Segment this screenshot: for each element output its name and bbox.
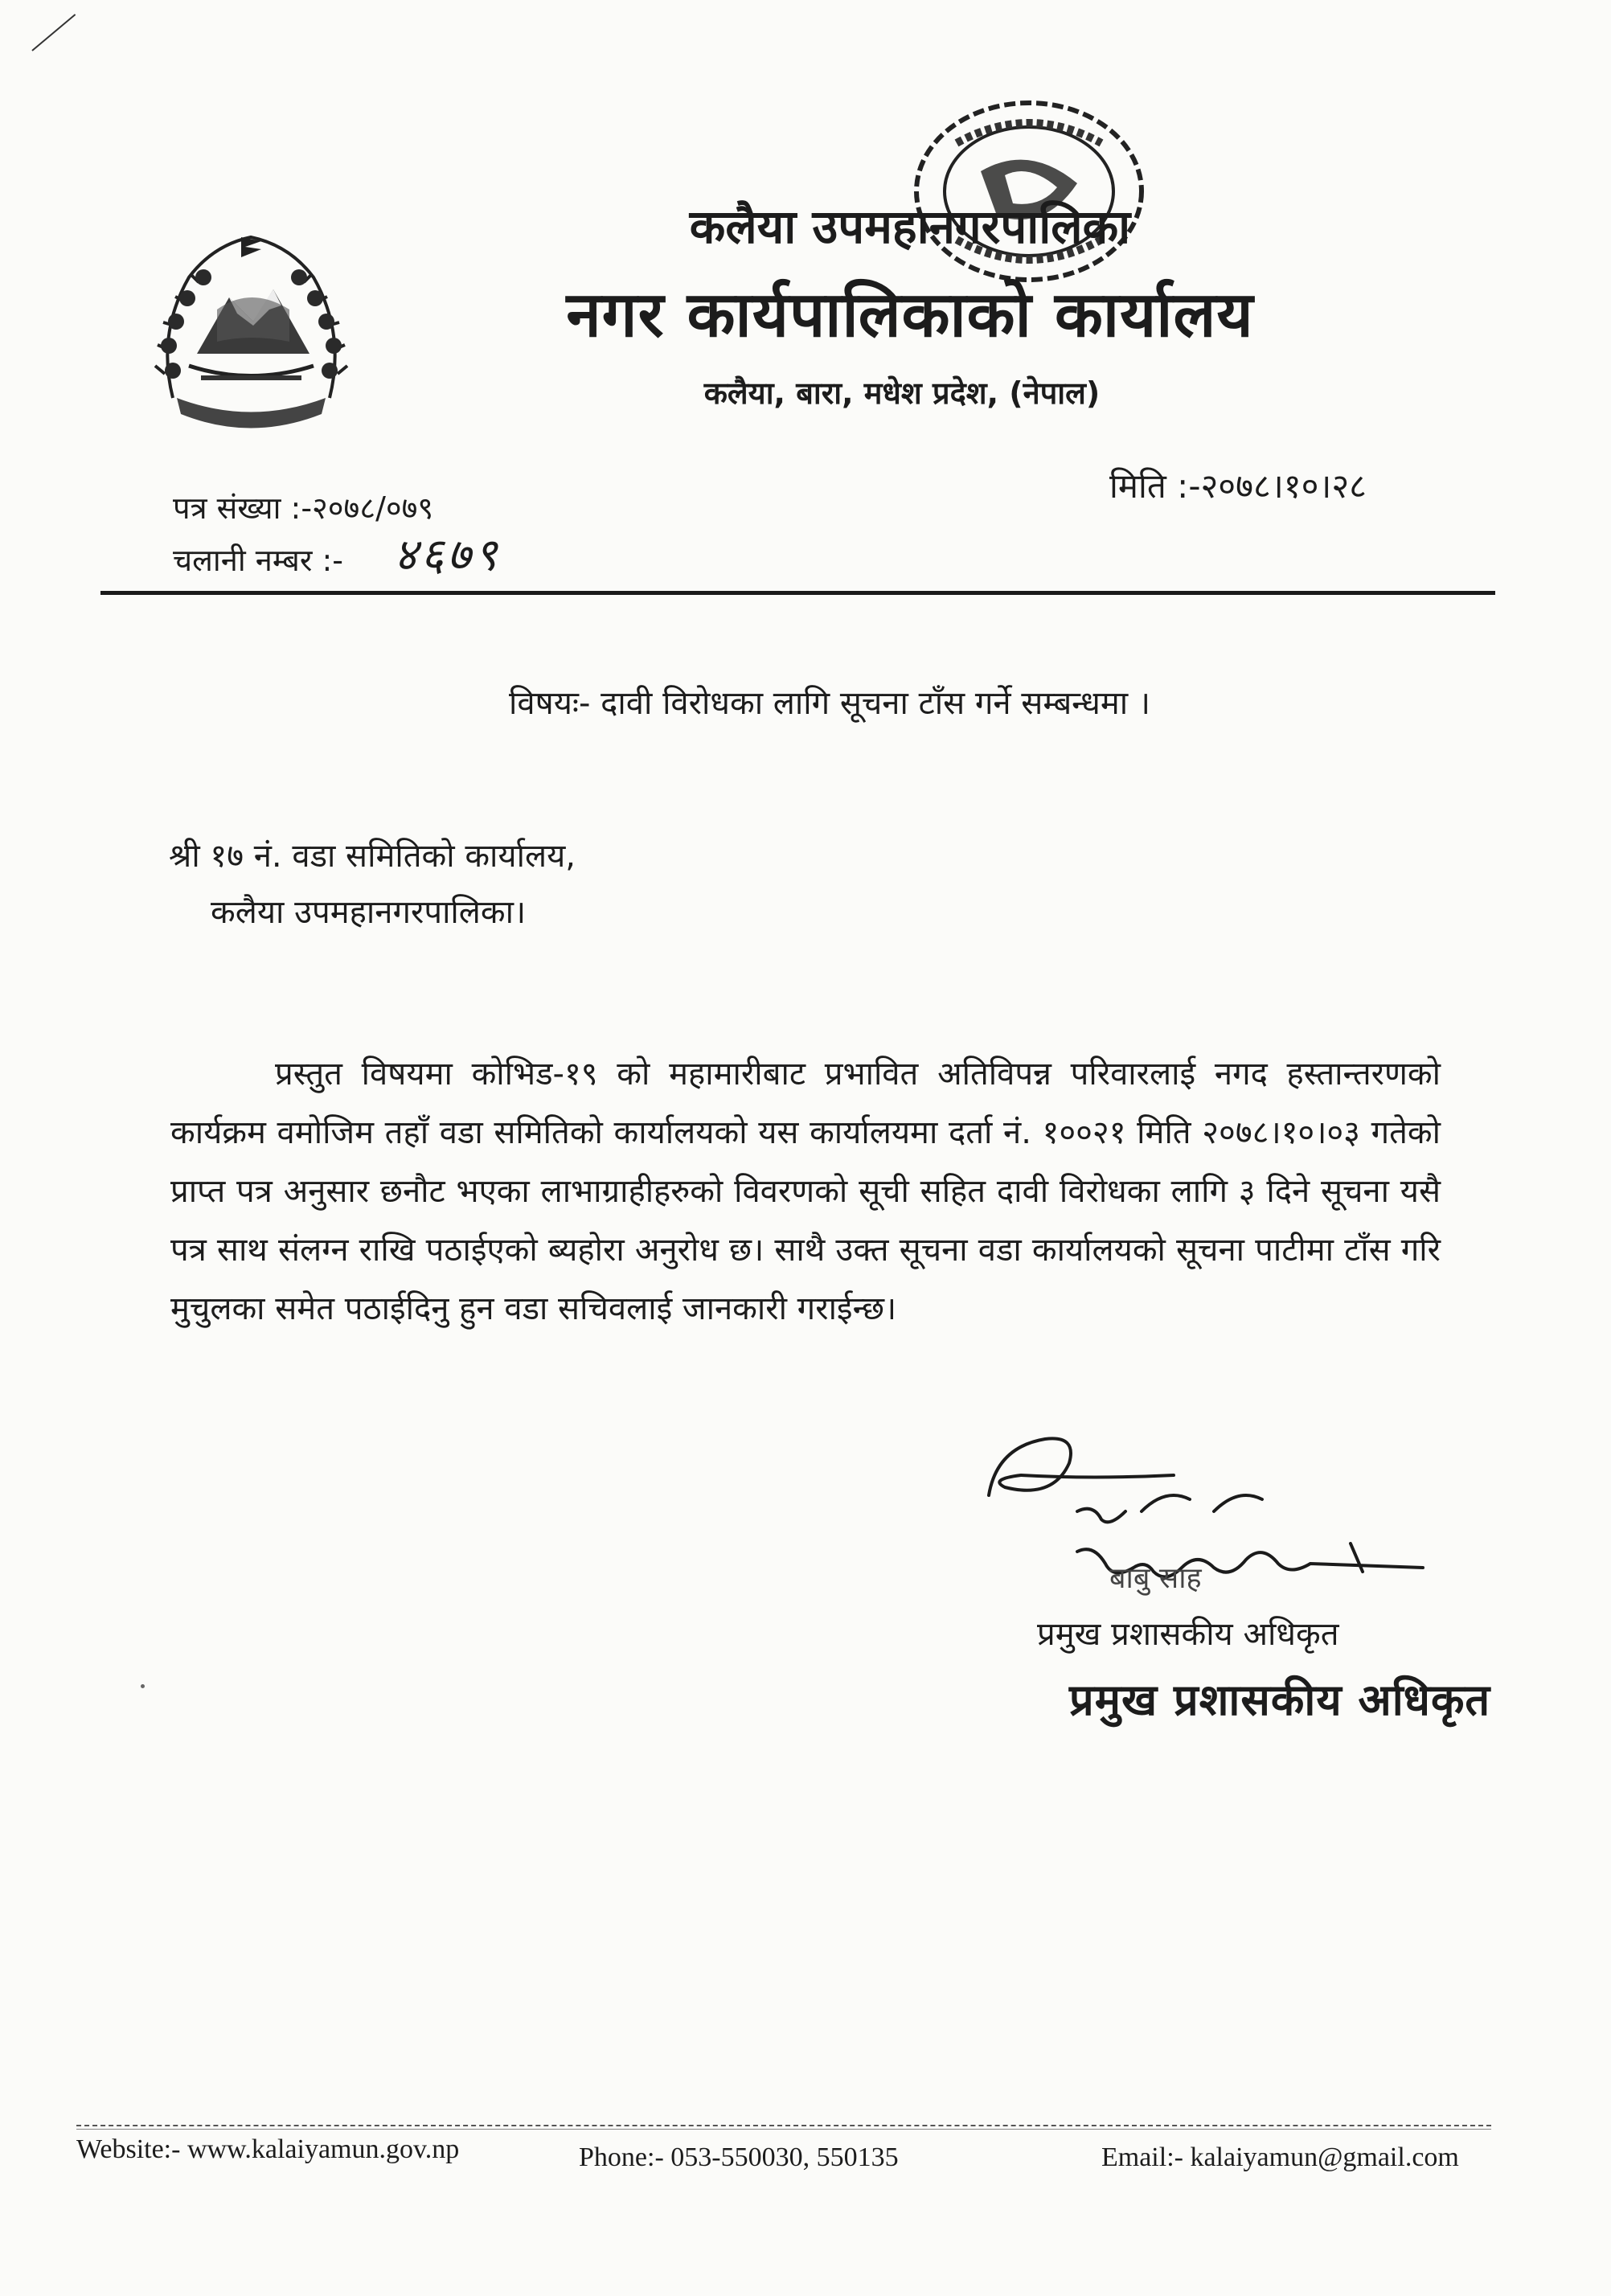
footer-phone: Phone:- 053-550030, 550135: [579, 2142, 899, 2172]
signatory-title: प्रमुख प्रशासकीय अधिकृत: [1037, 1616, 1339, 1653]
handwritten-signature: [973, 1431, 1487, 1616]
letter-number: पत्र संख्या :-२०७८/०७९: [173, 490, 434, 526]
dispatch-number-label: चलानी नम्बर :-: [173, 543, 344, 578]
footer-website: Website:- www.kalaiyamun.gov.np: [76, 2134, 460, 2164]
recipient-line-2: कलैया उपमहानगरपालिका।: [211, 894, 527, 931]
designation-seal: प्रमुख प्रशासकीय अधिकृत: [1069, 1675, 1491, 1725]
recipient-line-1: श्री १७ नं. वडा समितिको कार्यालय,: [169, 838, 576, 875]
stray-dot: [141, 1684, 145, 1688]
footer-email: Email:- kalaiyamun@gmail.com: [1101, 2142, 1459, 2172]
office-address: कलैया, बारा, मधेश प्रदेश, (नेपाल): [703, 375, 1101, 411]
pen-mark: [31, 14, 76, 51]
footer-rule: [76, 2125, 1491, 2126]
dispatch-number-handwritten: ४६७९: [394, 529, 501, 581]
letter-date: मिति :-२०७८।१०।२८: [1109, 466, 1367, 506]
letter-body: प्रस्तुत विषयमा कोभिड-१९ को महामारीबाट प्रभावित अतिविपन्न परिवारलाई नगद हस्तान्तरणको कार्यक्रम वमोजिम तहाँ वडा समितिको कार्यालयको यस कार्यालयमा दर्ता नं. १००२१ मिति २०७८।१०।०३ गतेको प्राप्त पत्र अनुसार छनौट भएका लाभाग्राहीहरुको विवरणको सूची सहित दावी विरोधका लागि ३ दिने सूचना यसै पत्र साथ संलग्न राखि पठाईएको ब्यहोरा अनुरोध छ। साथै उक्त सूचना वडा कार्यालयको सूचना पाटीमा टाँस गरि मुचुलका समेत पठाईदिनु हुन वडा सचिवलाई जानकारी गराईन्छ।: [170, 1056, 1441, 1327]
letter-subject: विषयः- दावी विरोधका लागि सूचना टाँस गर्ने सम्बन्धमा ।: [509, 685, 1150, 722]
footer-rule-inner: [76, 2129, 1491, 2130]
header-rule: [100, 591, 1495, 595]
office-stamp-icon: [908, 95, 1150, 288]
signatory-name: बाबु साह: [1109, 1562, 1202, 1595]
office-name: नगर कार्यपालिकाको कार्यालय: [566, 279, 1254, 351]
municipality-name: कलैया उपमहानगरपालिका: [689, 199, 1131, 254]
